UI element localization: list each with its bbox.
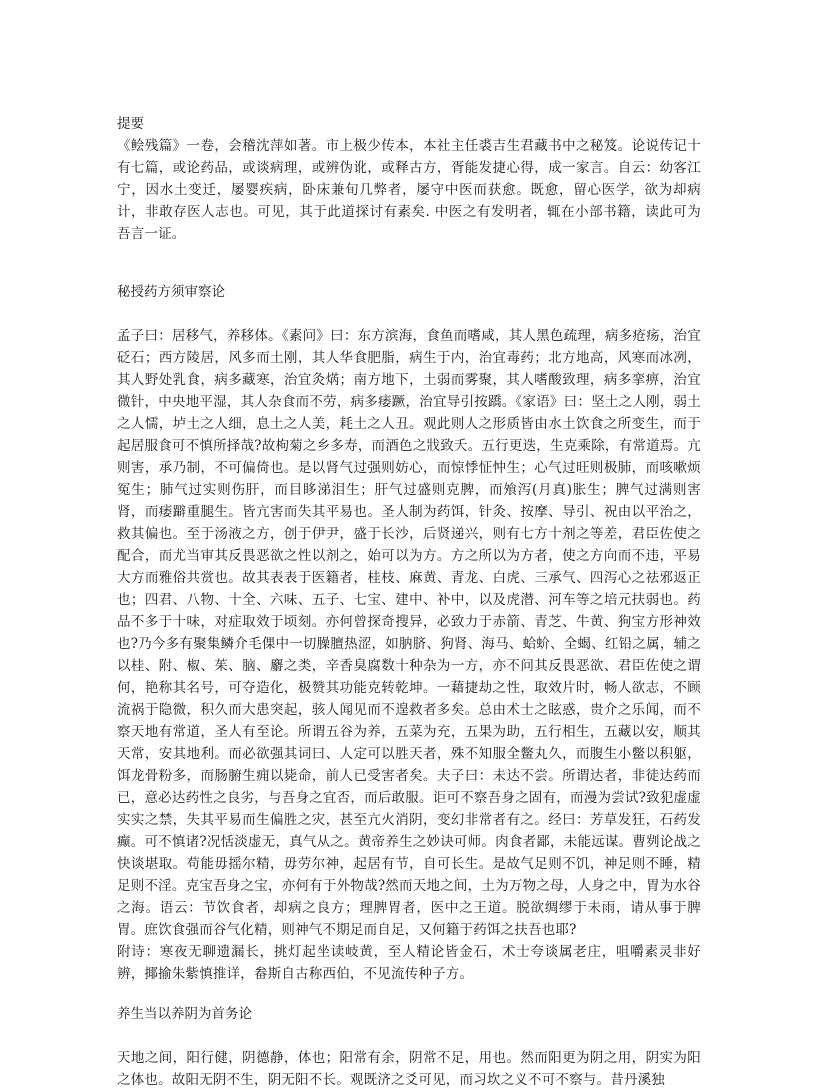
heading-spacer (117, 303, 701, 325)
section-spacer (117, 985, 701, 1003)
section-heading: 秘授药方须审察论 (117, 284, 225, 300)
section-body-paragraph: 天地之间，阳行健，阴德静，体也；阳常有余，阴常不足，用也。然而阳更为阴之用，阴实为阳之体也。故阳无阴不生，阴无阳不长。观既济之爻可见，而习坎之义不可不察与。昔丹溪独 (117, 1050, 701, 1088)
preface-paragraph: 《鲙残篇》一卷，会稽沈萍如著。市上极少传本，本社主任裘吉生君藏书中之秘笈。论说传记十有七篇，或论药品，或谈病理，或辨伪讹，或释古方，胥能发捷心得，成一家言。自云：幼客江宁，因水土变迁，屡婴疾病，卧床兼旬几弊者，屡守中医而获愈。既愈，留心医学，欲为却病计，非敢存医人志也。可见，其于此道探讨有素矣. 中医之有发明者，辄在小部书籍，读此可为吾言一证。 (117, 138, 701, 242)
preface-label: 提要 (117, 116, 144, 132)
heading-spacer (117, 1025, 701, 1047)
document-page (117, 113, 701, 1091)
section-heading: 养生当以养阴为首务论 (117, 1006, 252, 1022)
appendix-poem: 附诗：寒夜无聊遗漏长，挑灯起坐读岐黄，至人精论皆金石，术士夸谈属老庄，咀嚼素灵非好辨，揶揄朱紫慎推详，畚斯自古称西伯，不见流传种子方。 (117, 944, 701, 982)
section-body-paragraph: 孟子曰：居移气，养移体。《素问》曰：东方滨海，食鱼而嗜咸，其人黑色疏理，病多疮疡，治宜砭石；西方陵居，风多而土刚，其人华食肥脂，病生于内，治宜毒药；北方地高，风寒而冰冽，其人野处乳食，病多藏寒，治宜灸焫；南方地下，土弱而雾聚，其人嗜酸致理，病多挛痹，治宜微针，中央地平湿，其人杂食而不劳，病多痿蹶，治宜导引按蹻。《家语》曰：坚土之人刚，弱土之人懦，垆土之人细，息土之人美，耗土之人丑。观此则人之形质皆由水土饮食之所变生，而于起居服食可不慎所择哉?故枸菊之乡多寿，而酒色之戕致夭。五行更迭，生克乘除，有常道焉。亢则害，承乃制，不可偏倚也。是以肾气过强则妨心，而惊悸怔忡生；心气过旺则极肺，而咳嗽烦冤生；肺气过实则伤肝，而目眵涕泪生；肝气过盛则克脾，而飧泻(月真)胀生；脾气过满则害肾，而痿躃重腿生。皆亢害而失其平易也。圣人制为药饵，针灸、按摩、导引、祝由以平治之，救其偏也。至于汤液之方，创于伊尹，盛于长沙，后贤递兴，则有七方十剂之等差，君臣佐使之配合，而尤当审其反畏恶欲之性以剂之，始可以为方。方之所以为方者，使之方向而不违，平易大方而雅俗共赏也。故其表表于医籍者，桂枝、麻黄、青龙、白虎、三承气、四泻心之祛邪返正也；四君、八物、十全、六味、五子、七宝、建中、补中，以及虎潜、河车等之培元扶弱也。药品不多于十味，对症取效于顷刻。亦何曾探奇搜异，必致力于赤箭、青芝、牛黄、狗宝方形神效也?乃今多有聚集鳞介毛倮中一切臊膻热涩，如肭脐、狗肾、海马、蛤蚧、全蝎、红铅之属，辅之以桂、附、椒、茱、脑、麝之类，辛香臭腐数十种杂为一方，亦不问其反畏恶欲、君臣佐使之谓何，艳称其名号，可夺造化，极赞其功能克转乾坤。一藉捷劫之性，取效片时，畅人欲志，不顾流祸于隐微，积久而大患突起，骇人闻见而不遑救者多矣。总由术士之眩惑，贵介之乐闻，而不察天地有常道，圣人有至论。所谓五谷为养，五菜为充，五果为助，五行相生，五藏以安，顺其天常，安其地利。而必欲强其词曰、人定可以胜天者，殊不知服全鳖丸久，而腹生小鳖以积躯，饵龙骨粉多，而肠腑生痈以毙命，前人已受害者矣。夫子曰：未达不尝。所谓达者，非徒达药而已，意必达药性之良劣，与吾身之宜否，而后敢服。讵可不察吾身之固有，而漫为尝试?致犯虚虚实实之禁，失其平易而生偏胜之灾，甚至亢火消阴，变幻非常者有之。经曰：芳草发狂，石药发癫。可不慎诸?况恬淡虚无，真气从之。黄帝养生之妙诀可师。肉食者鄙，未能远谋。曹刿论战之快谈堪取。苟能毋摇尔精，毋劳尔神，起居有节，自可长生。是故气足则不饥，神足则不睡，精足则不淫。克宝吾身之宝，亦何有于外物哉?然而天地之间，土为万物之母，人身之中，胃为水谷之海。语云：节饮食者，却病之良方；理脾胃者，医中之王道。脱欲绸缪于未雨，请从事于脾胃。庶饮食强而谷气化精，则神气不期足而自足，又何籍于药饵之扶吾也耶? (117, 328, 701, 938)
section-spacer (117, 245, 701, 281)
